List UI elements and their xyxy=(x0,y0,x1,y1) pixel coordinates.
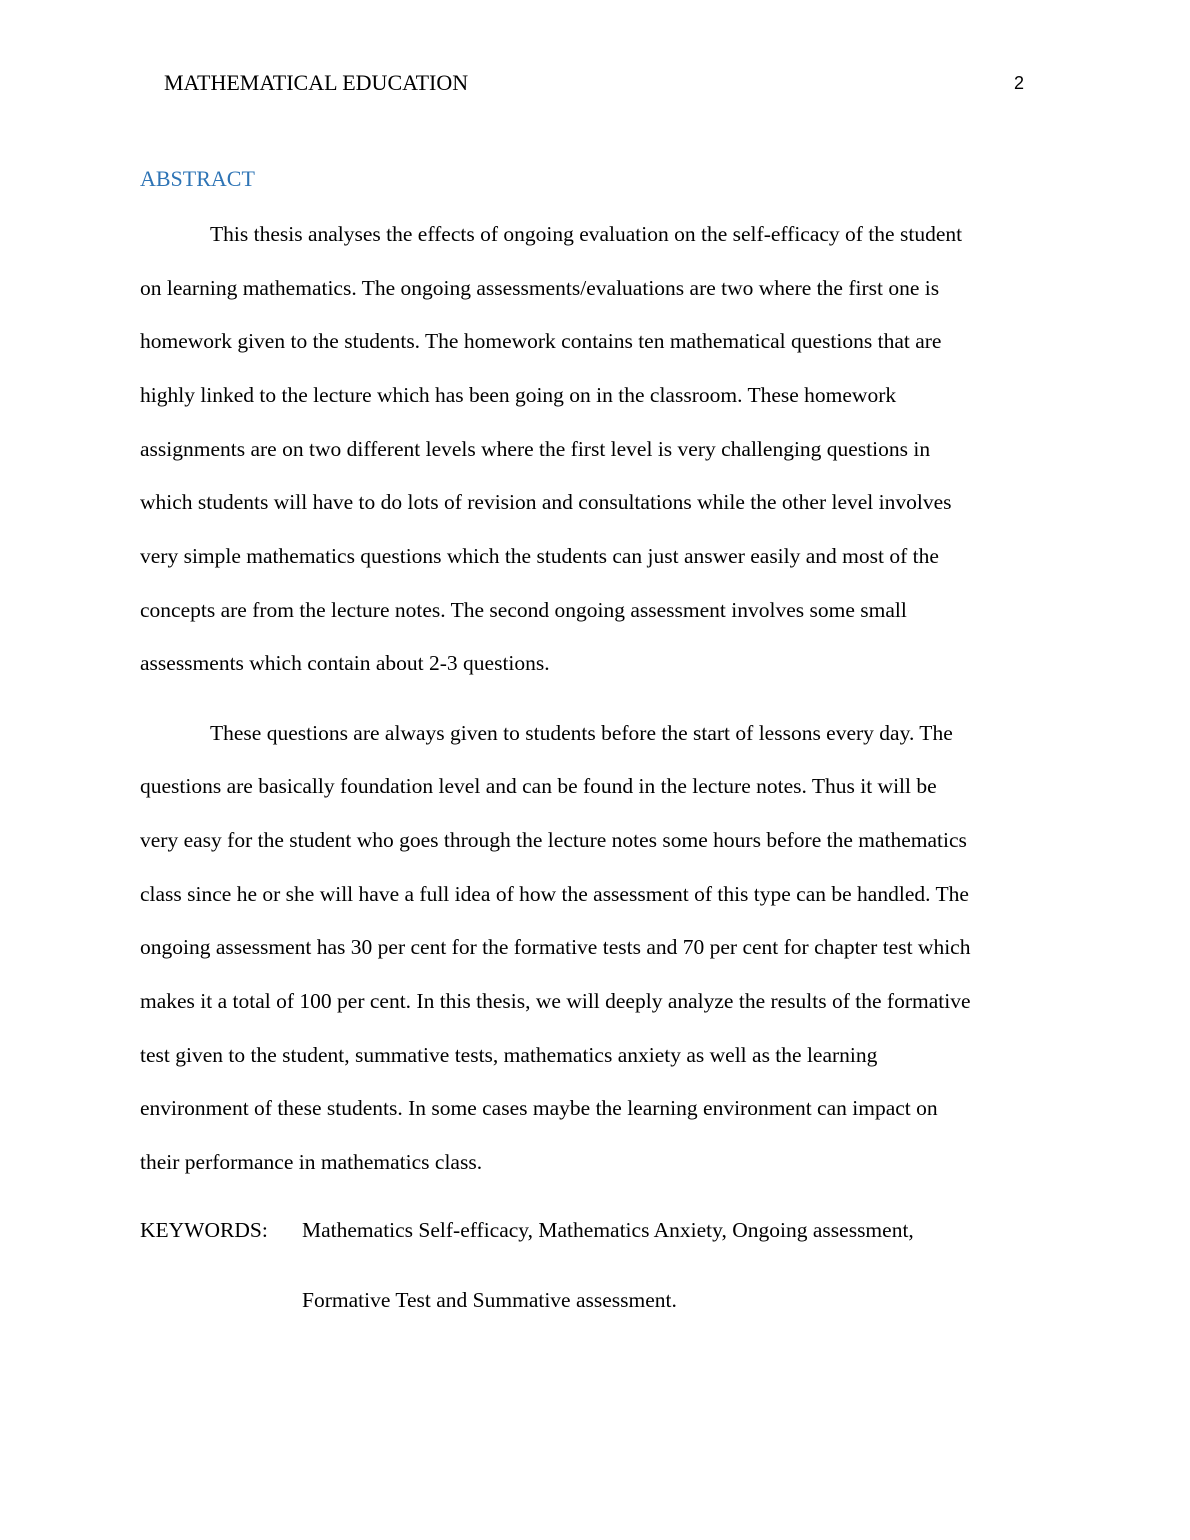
paragraph-line: test given to the student, summative tests, mathematics anxiety as well as the learning xyxy=(140,1043,878,1067)
keywords-line-2: Formative Test and Summative assessment. xyxy=(302,1288,677,1312)
paragraph-line: makes it a total of 100 per cent. In this thesis, we will deeply analyze the results of the formative xyxy=(140,989,971,1013)
paragraph-line: assignments are on two different levels where the first level is very challenging questions in xyxy=(140,437,931,461)
paragraph-line: class since he or she will have a full idea of how the assessment of this type can be handled. The xyxy=(140,882,969,906)
paragraph-line: assessments which contain about 2-3 questions. xyxy=(140,651,550,675)
paragraph-line: environment of these students. In some cases maybe the learning environment can impact on xyxy=(140,1096,938,1120)
abstract-heading: ABSTRACT xyxy=(140,166,255,191)
page-number: 2 xyxy=(1014,73,1025,93)
paragraph-line: very easy for the student who goes through the lecture notes some hours before the mathematics xyxy=(140,828,967,852)
paragraph-line: very simple mathematics questions which the students can just answer easily and most of the xyxy=(140,544,939,568)
paragraph-line: questions are basically foundation level and can be found in the lecture notes. Thus it will be xyxy=(140,774,937,798)
paragraph-line: concepts are from the lecture notes. The second ongoing assessment involves some small xyxy=(140,598,907,622)
keywords-label: KEYWORDS: xyxy=(140,1218,268,1242)
paragraph-line: ongoing assessment has 30 per cent for the formative tests and 70 per cent for chapter test which xyxy=(140,935,971,959)
running-head: MATHEMATICAL EDUCATION xyxy=(164,70,469,95)
paragraph-line: This thesis analyses the effects of ongoing evaluation on the self-efficacy of the student xyxy=(210,222,963,246)
paragraph-line: on learning mathematics. The ongoing assessments/evaluations are two where the first one is xyxy=(140,276,940,300)
keywords-line-1: Mathematics Self-efficacy, Mathematics Anxiety, Ongoing assessment, xyxy=(302,1218,914,1242)
paragraph-line: These questions are always given to students before the start of lessons every day. The xyxy=(210,721,953,745)
paragraph-line: homework given to the students. The homework contains ten mathematical questions that are xyxy=(140,329,942,353)
paragraph-line: their performance in mathematics class. xyxy=(140,1150,483,1174)
paragraph-line: which students will have to do lots of revision and consultations while the other level involves xyxy=(140,490,952,514)
paragraph-line: highly linked to the lecture which has been going on in the classroom. These homework xyxy=(140,383,897,407)
